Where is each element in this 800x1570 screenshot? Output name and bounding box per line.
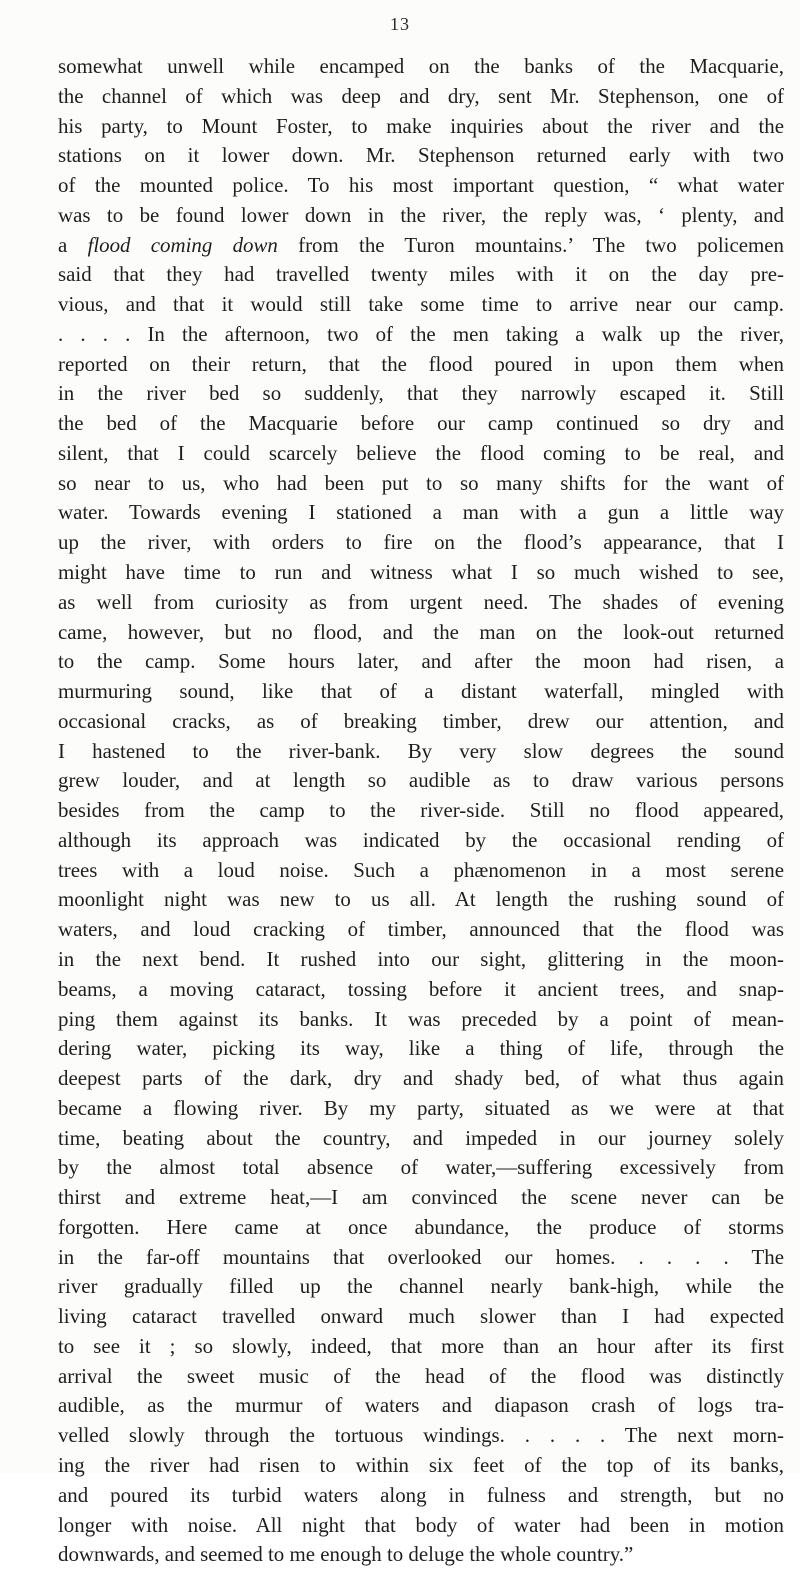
text-line: besides from the camp to the river-side. Still no flood appeared,	[58, 798, 784, 823]
text-line: grew louder, and at length so audible as to draw various persons	[58, 768, 784, 793]
text-line: somewhat unwell while encamped on the banks of the Macquarie,	[58, 54, 784, 78]
text-line: dering water, picking its way, like a thing of life, through the	[58, 1036, 784, 1061]
text-line: occasional cracks, as of breaking timber, drew our attention, and	[58, 708, 784, 733]
text-line: the channel of which was deep and dry, sent Mr. Stephenson, one of	[58, 83, 784, 108]
text-line: audible, as the murmur of waters and diapason crash of logs tra-	[58, 1393, 784, 1418]
text-line: to the camp. Some hours later, and after the moon had risen, a	[58, 649, 784, 674]
text-line: his party, to Mount Foster, to make inquiries about the river and the	[58, 113, 784, 138]
text-line: ping them against its banks. It was preceded by a point of mean-	[58, 1006, 784, 1031]
text-line: downwards, and seemed to me enough to deluge the whole country.”	[58, 1542, 634, 1567]
text-line: became a flowing river. By my party, situated as we were at that	[58, 1095, 784, 1120]
text-line: moonlight night was new to us all. At length the rushing sound of	[58, 887, 784, 912]
text-line: arrival the sweet music of the head of the flood was distinctly	[58, 1363, 784, 1388]
text-line: ing the river had risen to within six feet of the top of its banks,	[58, 1452, 784, 1477]
text-line: said that they had travelled twenty miles with it on the day pre-	[58, 262, 784, 287]
text-line: reported on their return, that the flood poured in upon them when	[58, 351, 784, 376]
text-segment: a	[58, 232, 88, 257]
text-line: murmuring sound, like that of a distant waterfall, mingled with	[58, 679, 784, 704]
text-line: up the river, with orders to fire on the flood’s appearance, that I	[58, 530, 784, 555]
text-line: came, however, but no flood, and the man on the look-out returned	[58, 619, 784, 644]
text-line: deepest parts of the dark, dry and shady bed, of what thus again	[58, 1066, 784, 1091]
text-line: stations on it lower down. Mr. Stephenson returned early with two	[58, 143, 784, 168]
text-line: might have time to run and witness what I so much wished to see,	[58, 560, 784, 585]
text-line: water. Towards evening I stationed a man with a gun a little way	[58, 500, 784, 525]
italic-phrase: flood coming down	[87, 232, 278, 257]
text-line: trees with a loud noise. Such a phænomenon in a most serene	[58, 857, 784, 882]
text-line: river gradually filled up the channel nearly bank-high, while the	[58, 1274, 784, 1299]
body-paragraph	[58, 52, 784, 1570]
text-line: living cataract travelled onward much slower than I had expected	[58, 1304, 784, 1329]
text-line: so near to us, who had been put to so many shifts for the want of	[58, 470, 784, 495]
text-line: thirst and extreme heat,—I am convinced the scene never can be	[58, 1185, 784, 1210]
text-line: longer with noise. All night that body of water had been in motion	[58, 1512, 784, 1537]
text-line: in the river bed so suddenly, that they narrowly escaped it. Still	[58, 381, 784, 406]
text-line: velled slowly through the tortuous windings. . . . . The next morn-	[58, 1423, 784, 1448]
text-line	[58, 231, 784, 261]
text-line: . . . . In the afternoon, two of the men taking a walk up the river,	[58, 321, 784, 346]
text-line: vious, and that it would still take some time to arrive near our camp.	[58, 292, 784, 317]
text-line: in the far-off mountains that overlooked our homes. . . . . The	[58, 1244, 784, 1269]
text-line: silent, that I could scarcely believe the flood coming to be real, and	[58, 440, 784, 465]
text-line: in the next bend. It rushed into our sight, glittering in the moon-	[58, 946, 784, 971]
text-line: was to be found lower down in the river, the reply was, ‘ plenty, and	[58, 202, 784, 227]
text-line: of the mounted police. To his most important question, “ what water	[58, 173, 784, 198]
text-line: time, beating about the country, and impeded in our journey solely	[58, 1125, 784, 1150]
text-line: the bed of the Macquarie before our camp continued so dry and	[58, 411, 784, 436]
text-line: I hastened to the river-bank. By very slow degrees the sound	[58, 738, 784, 763]
text-line: waters, and loud cracking of timber, announced that the flood was	[58, 917, 784, 942]
text-line: as well from curiosity as from urgent need. The shades of evening	[58, 589, 784, 614]
text-line: by the almost total absence of water,—suffering excessively from	[58, 1155, 784, 1180]
page-number: 13	[390, 14, 410, 34]
text-segment: from the Turon mountains.’ The two policemen	[277, 232, 784, 257]
text-line: and poured its turbid waters along in fulness and strength, but no	[58, 1482, 784, 1507]
text-line: forgotten. Here came at once abundance, the produce of storms	[58, 1214, 784, 1239]
text-line: to see it ; so slowly, indeed, that more than an hour after its first	[58, 1333, 784, 1358]
text-line: beams, a moving cataract, tossing before it ancient trees, and snap-	[58, 976, 784, 1001]
text-line: although its approach was indicated by the occasional rending of	[58, 827, 784, 852]
